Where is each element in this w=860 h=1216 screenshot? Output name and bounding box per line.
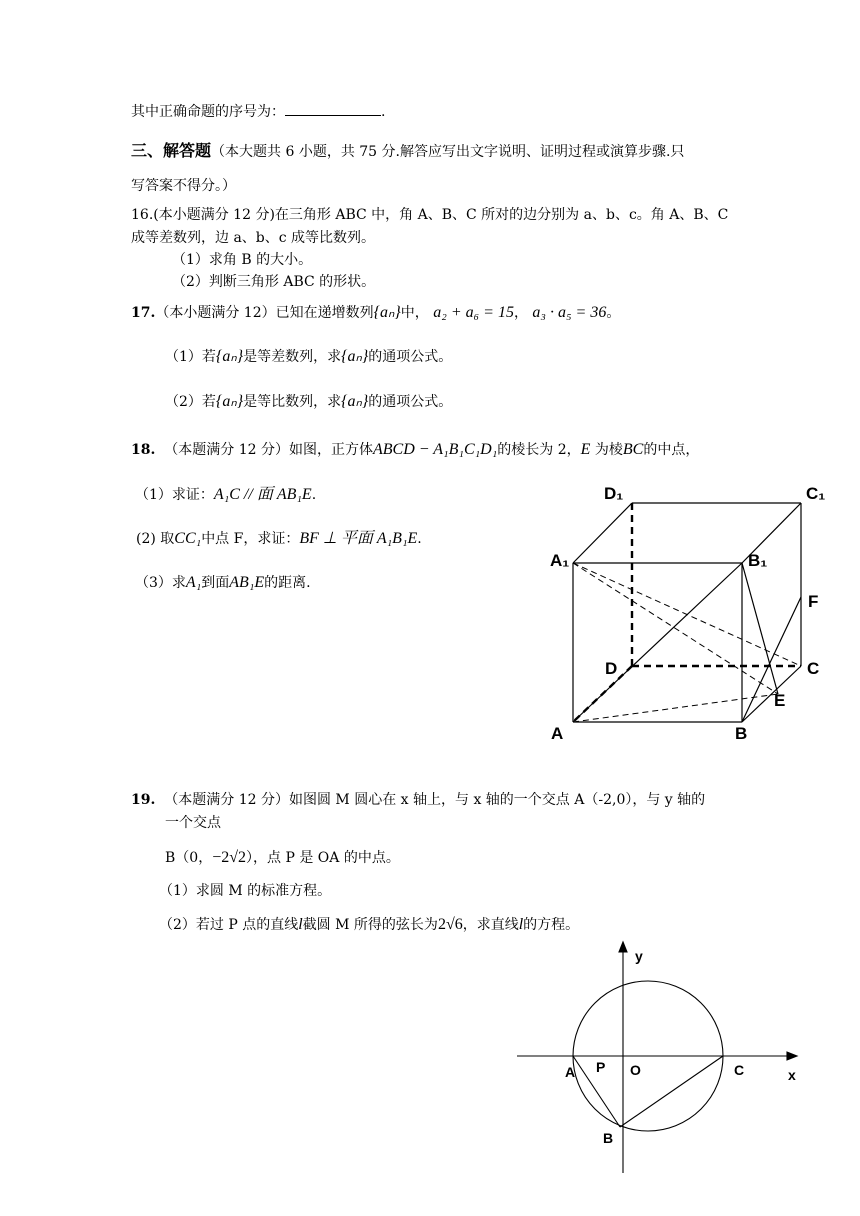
label-E: E	[774, 691, 786, 710]
q19-number: 19.	[131, 792, 156, 808]
q17-p2-mid: 是等比数列，求	[243, 394, 342, 410]
q19-line3-math: −2√2	[212, 849, 247, 866]
q19-line3-post: ），点 P 是 OA 的中点。	[246, 850, 400, 866]
q18-stem-mid: 的棱长为 2，	[497, 442, 581, 458]
q18-cube: ABCD − A₁B₁C₁D₁	[372, 441, 498, 458]
label-B: B	[735, 724, 748, 743]
q19-line3-pre: B（0，	[165, 850, 213, 866]
q19-p2-mid2: ，求直线	[462, 917, 519, 933]
label-D1: D₁	[604, 484, 624, 503]
label-circle-C: C	[734, 1062, 745, 1078]
q17-p2-seq2: {aₙ}	[341, 393, 369, 410]
x-axis-arrow-icon	[787, 1052, 797, 1060]
q16-line1: 16.(本小题满分 12 分)在三角形 ABC 中，角 A、B、C 所对的边分别为 a、b、c。角 A、B、C	[131, 207, 729, 223]
q19-chord: 2√6	[437, 916, 463, 933]
q17-cond1: a₂ + a₆ = 15	[433, 304, 514, 321]
label-O: O	[630, 1062, 641, 1078]
q18-p2-pre: (2) 取	[136, 531, 175, 547]
q18-p3-a1: A₁	[185, 574, 202, 591]
label-D: D	[605, 659, 618, 678]
label-P: P	[596, 1059, 606, 1075]
q18-stem-pre: （本题满分 12 分）如图，正方体	[164, 442, 373, 458]
label-A1: A₁	[550, 551, 570, 570]
q19-p2-post: 的方程。	[523, 917, 580, 933]
q18-p3-post: 的距离.	[264, 575, 311, 591]
q17-end: 。	[606, 305, 621, 321]
q18-BC: BC	[622, 441, 644, 458]
q18-p2-post: .	[417, 531, 422, 547]
q17-sep: ，	[513, 305, 528, 321]
label-F: F	[808, 592, 819, 611]
q19-line1-text: （本题满分 12 分）如图圆 M 圆心在 x 轴上，与 x 轴的一个交点 A（-2,0），与 y 轴的	[164, 792, 706, 808]
q17-p1-pre: （1）若	[165, 349, 216, 365]
q18-E: E	[580, 441, 591, 458]
q18-stem-mid2: 为棱	[594, 442, 623, 458]
section3-desc-line1: （本大题共 6 小题，共 75 分.解答应写出文字说明、证明过程或演算步骤.只	[211, 144, 685, 160]
q18-p2-math: BF ⊥ 平面 A₁B₁E	[299, 530, 418, 547]
q17-p2-seq: {aₙ}	[215, 393, 244, 410]
q16-part2: （2）判断三角形 ABC 的形状。	[172, 274, 376, 290]
q19-p2-pre: （2）若过 P 点的直线	[159, 917, 299, 933]
q17-seq: {aₙ}	[373, 304, 401, 321]
q18-p2-cc1: CC₁	[174, 530, 202, 547]
label-x: x	[788, 1067, 796, 1083]
y-axis-arrow-icon	[619, 942, 627, 952]
q18-p3-face: AB₁E	[229, 574, 265, 591]
q17-mid: 中，	[400, 305, 429, 321]
q18-p1-post: .	[311, 487, 317, 503]
intro-prefix: 其中正确命题的序号为：	[131, 104, 285, 120]
q19-part1: （1）求圆 M 的标准方程。	[159, 883, 332, 899]
q18-number: 18.	[131, 442, 156, 458]
q18-p1-math: A₁C // 面 AB₁E	[213, 486, 312, 503]
q17-p1-seq2: {aₙ}	[341, 348, 369, 365]
q18-p2-mid: 中点 F，求证：	[201, 531, 300, 547]
label-C: C	[807, 659, 820, 678]
label-B1: B₁	[748, 551, 768, 570]
label-C1: C₁	[806, 484, 826, 503]
section3-title: 三、解答题	[131, 141, 212, 160]
intro-suffix: .	[381, 104, 386, 120]
q17-p2-post: 的通项公式。	[368, 394, 453, 410]
label-circle-B: B	[603, 1130, 614, 1146]
label-A: A	[551, 724, 564, 743]
q17-p1-mid: 是等差数列，求	[243, 349, 342, 365]
q16-line2: 成等差数列，边 a、b、c 成等比数列。	[131, 230, 376, 246]
q17-p1-post: 的通项公式。	[368, 349, 453, 365]
q17-p2-pre: （2）若	[165, 394, 216, 410]
q17-number: 17.	[131, 305, 156, 321]
q19-line2: 一个交点	[165, 815, 221, 831]
q19-p2-mid: 截圆 M 所得的弦长为	[302, 917, 438, 933]
q17-p1-seq: {aₙ}	[215, 348, 244, 365]
label-circle-A: A	[565, 1064, 576, 1080]
q18-p1-pre: （1）求证：	[135, 487, 214, 503]
section3-desc-line2: 写答案不得分。）	[131, 178, 236, 194]
label-y: y	[635, 948, 643, 964]
q17-cond2: a₃ · a₅ = 36	[532, 304, 607, 321]
q19-l: l	[298, 916, 303, 933]
q18-p3-pre: （3）求	[135, 575, 186, 591]
q19-l2: l	[518, 916, 524, 933]
q16-part1: （1）求角 B 的大小。	[172, 252, 313, 268]
q18-p3-mid: 到面	[201, 575, 230, 591]
q18-stem-post: 的中点，	[643, 442, 700, 458]
q17-stem-text: （本小题满分 12）已知在递增数列	[155, 305, 374, 321]
